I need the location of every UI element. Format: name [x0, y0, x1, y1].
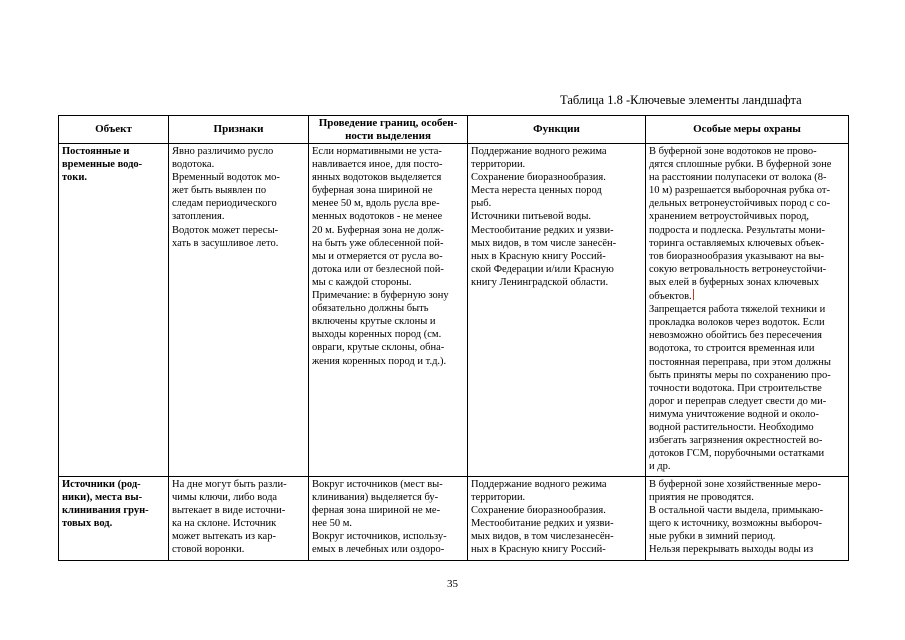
cell-line: Места нереста ценных пород [471, 185, 602, 197]
cell-line: дельных ветронеустойчивых пород с со- [649, 198, 831, 210]
cell-line: стовой воронки. [172, 544, 245, 556]
cell-line: товых вод. [62, 518, 113, 530]
cell-line: водотока, то строится временная или [649, 343, 815, 355]
cell-line: Местообитание редких и уязви- [471, 224, 614, 236]
cell-line: Источники питьевой воды. [471, 211, 592, 223]
cell-boundaries [309, 477, 468, 561]
cell-line: объектов. [649, 291, 692, 303]
cell-line: 10 м) разрешается выборочная рубка от- [649, 185, 830, 197]
cell-line: В буферной зоне хозяйственные меро- [649, 479, 822, 490]
cell-line: Поддержание водного режима [471, 479, 607, 490]
cell-functions [468, 477, 646, 561]
cell-line: вых елей в буферных зонах ключевых [649, 276, 819, 288]
cell-line: буферная зона шириной не [312, 185, 433, 197]
cell-line: нее 50 м. [312, 518, 352, 530]
cell-line: щего к источнику, возможны выбороч- [649, 518, 822, 530]
cell-line: книгу Ленинградской области. [471, 276, 609, 288]
cell-line: хранением ветроустойчивых пород, [649, 211, 810, 223]
header-boundaries-line: ности выделения [345, 129, 431, 142]
cell-line: ных в Красную книгу Россий- [471, 250, 606, 262]
cell-line: Запрещается работа тяжелой техники и [649, 304, 826, 316]
cell-line: Постоянные и [62, 146, 130, 157]
cell-line: невозможно обойтись без пересечения [649, 330, 822, 342]
cell-features [169, 477, 309, 561]
cell-line: временные водо- [62, 159, 143, 171]
cell-line: В буферной зоне водотоков не прово- [649, 146, 817, 157]
cell-line: торинга оставляемых ключевых объек- [649, 237, 825, 249]
cell-line: Поддержание водного режима [471, 146, 607, 157]
cell-line: Источники (род- [62, 479, 141, 490]
cell-line: следам периодического [172, 198, 277, 210]
cell-line: включены крутые склоны и [312, 316, 436, 328]
cell-line: тов биоразнообразия указывают на вы- [649, 250, 825, 262]
cell-line: Если нормативными не уста- [312, 146, 442, 157]
header-boundaries-line: Проведение границ, особен- [318, 116, 458, 129]
cell-protection [646, 144, 849, 477]
cell-object [59, 144, 169, 477]
table-row [59, 477, 849, 561]
cell-line: территории. [471, 159, 526, 171]
cell-line: на расстоянии полупасеки от волока (8- [649, 172, 827, 184]
cell-object [59, 477, 169, 561]
header-object: Объект [59, 116, 169, 144]
cell-line-with-cursor [649, 289, 845, 303]
cell-line: навливается иное, для посто- [312, 159, 443, 171]
cell-functions [468, 144, 646, 477]
cell-line: мы с каждой стороны. [312, 276, 412, 288]
cell-line: территории. [471, 492, 526, 504]
cell-line: выходы коренных пород (см. [312, 329, 442, 341]
text-cursor [693, 289, 694, 300]
table-row [59, 144, 849, 477]
cell-line: менных водотоков - не менее [312, 211, 443, 223]
cell-line: постоянная переправа, при этом должны [649, 356, 831, 368]
cell-line: Сохранение биоразнообразия. [471, 172, 606, 184]
page-number: 35 [447, 578, 458, 590]
cell-line: Примечание: в буферную зону [312, 290, 449, 302]
cell-line: сокую ветровальность ветронеустойчи- [649, 263, 827, 275]
landscape-elements-table [58, 115, 849, 561]
cell-features [169, 144, 309, 477]
cell-line: хать в засушливое лето. [172, 237, 279, 249]
cell-line: дятся сплошные рубки. В буферной зоне [649, 159, 832, 171]
cell-line: мых видов, в том числезанесён- [471, 531, 614, 543]
cell-line: Явно различимо русло [172, 146, 274, 157]
header-features: Признаки [169, 116, 309, 144]
cell-line: затопления. [172, 211, 225, 223]
cell-line: овраги, крутые склоны, обна- [312, 342, 445, 354]
cell-line: Временный водоток мо- [172, 172, 280, 184]
table-caption: Таблица 1.8 -Ключевые элементы ландшафта [560, 93, 802, 107]
cell-line: дотоков ГСМ, порубочными остатками [649, 448, 825, 460]
cell-line: водотока. [172, 159, 215, 171]
cell-line: ферная зона шириной не ме- [312, 505, 441, 517]
cell-line: на быть уже облесенной пой- [312, 237, 444, 249]
cell-line: подроста и подлеска. Результаты мони- [649, 224, 825, 236]
cell-boundaries [309, 144, 468, 477]
cell-line: Вокруг источников (мест вы- [312, 479, 443, 490]
cell-line: точности водотока. При строительстве [649, 382, 822, 394]
cell-line: 20 м. Буферная зона не долж- [312, 224, 444, 236]
cell-line: янных водотоков выделяется [312, 172, 442, 184]
cell-line: водной растительности. Необходимо [649, 421, 814, 433]
cell-line: жения коренных пород и т.д.). [312, 355, 447, 367]
cell-line: ники), места вы- [62, 492, 143, 504]
cell-line: чимы ключи, либо вода [172, 492, 278, 504]
cell-line: может вытекать из кар- [172, 531, 276, 543]
header-functions: Функции [468, 116, 646, 144]
cell-line: Местообитание редких и уязви- [471, 518, 614, 530]
cell-line: В остальной части выдела, примыкаю- [649, 505, 824, 517]
cell-line: и др. [649, 461, 671, 473]
cell-line: клинивания грун- [62, 505, 149, 517]
cell-line: вытекает в виде источни- [172, 505, 286, 517]
cell-line: ка на склоне. Источник [172, 518, 277, 530]
header-protection: Особые меры охраны [646, 116, 849, 144]
cell-line: нимума уничтожение водной и около- [649, 408, 819, 420]
cell-line: жет быть выявлен по [172, 185, 267, 197]
cell-line: мых видов, в том числе занесён- [471, 237, 617, 249]
cell-line: На дне могут быть разли- [172, 479, 287, 490]
cell-line: клинивания) выделяется бу- [312, 492, 439, 504]
cell-line: мы и отмеряется от русла во- [312, 250, 443, 262]
cell-line: Нельзя перекрывать выходы воды из [649, 544, 814, 556]
table-header-row [59, 116, 849, 144]
cell-line: быть приняты меры по сохранению про- [649, 369, 831, 381]
cell-line: Водоток может пересы- [172, 224, 279, 236]
cell-line: обязательно должны быть [312, 303, 429, 315]
cell-line: дотока или от безлесной пой- [312, 263, 444, 275]
cell-line: токи. [62, 172, 87, 184]
cell-line: прокладка волоков через водоток. Если [649, 317, 825, 329]
cell-line: емых в лечебных или оздоро- [312, 544, 445, 556]
cell-line: ные рубки в зимний период. [649, 531, 776, 543]
cell-line: ской Федерации и/или Красную [471, 263, 614, 275]
cell-line: приятия не проводятся. [649, 492, 754, 504]
cell-line: Вокруг источников, использу- [312, 531, 447, 543]
cell-line: избегать загрязнения окрестностей во- [649, 435, 823, 447]
cell-line: менее 50 м, вдоль русла вре- [312, 198, 440, 210]
cell-line: дорог и переправ следует свести до ми- [649, 395, 827, 407]
cell-line: Сохранение биоразнообразия. [471, 505, 606, 517]
cell-line: ных в Красную книгу Россий- [471, 544, 606, 556]
cell-line: рыб. [471, 198, 492, 210]
cell-protection [646, 477, 849, 561]
header-boundaries [309, 116, 468, 144]
